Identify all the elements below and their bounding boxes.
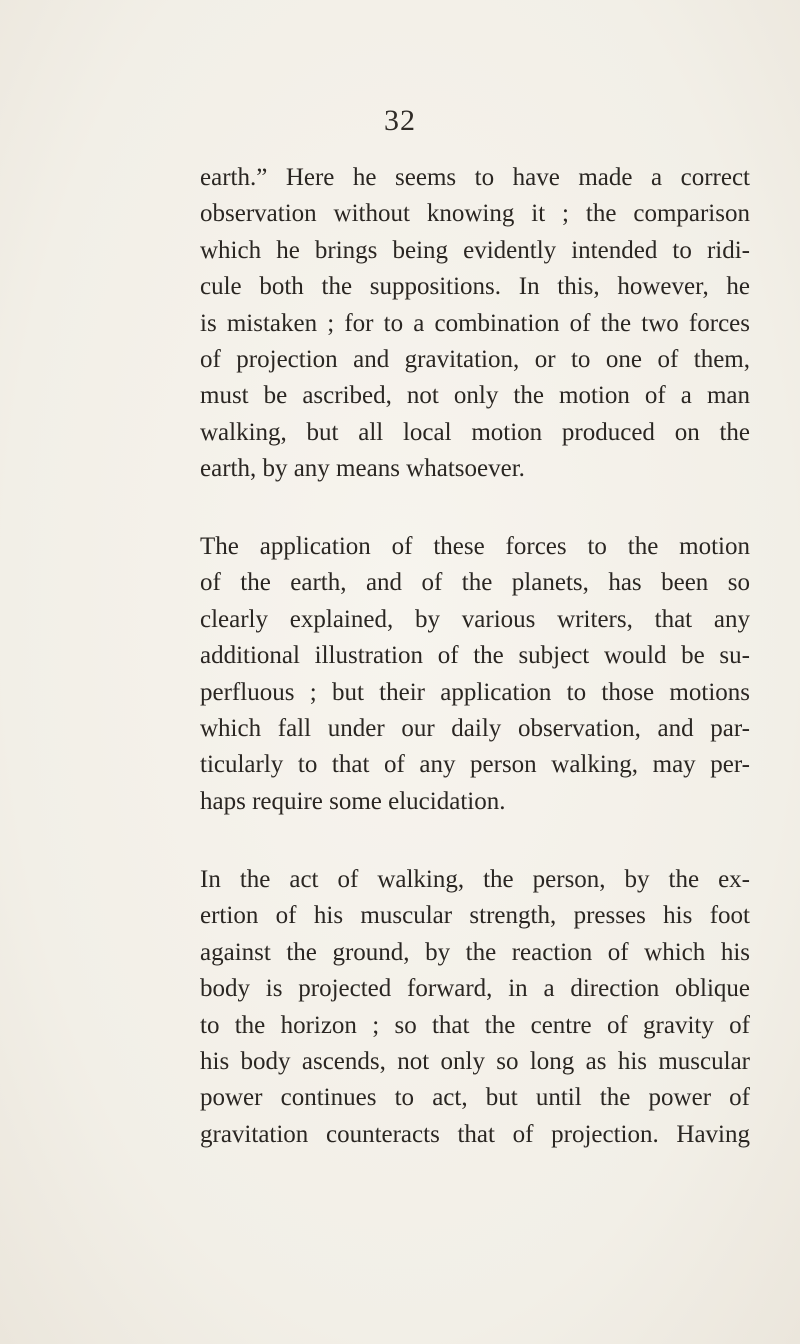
paragraph-2 (200, 529, 750, 820)
text-line: The application of these forces to the motion (200, 533, 750, 560)
text-line: which he brings being evidently intended to ridi- (200, 236, 750, 264)
text-line: haps require some elucidation. (200, 787, 506, 815)
text-line: body is projected forward, in a direction oblique (200, 975, 750, 1003)
text-line: his body ascends, not only so long as his muscular (200, 1048, 750, 1076)
text-line: of projection and gravitation, or to one of them, (200, 346, 750, 374)
text-line: ertion of his muscular strength, presses his foot (200, 902, 750, 930)
text-line: which fall under our daily observation, and par- (200, 715, 750, 743)
paragraph-1 (200, 160, 750, 488)
text-line: In the act of walking, the person, by the ex- (200, 866, 750, 893)
text-line: against the ground, by the reaction of which his (200, 938, 750, 966)
text-line: walking, but all local motion produced on the (200, 418, 750, 446)
text-line: earth, by any means whatsoever. (200, 455, 525, 483)
text-line: must be ascribed, not only the motion of a man (200, 382, 750, 410)
text-line: ticularly to that of any person walking, may per- (200, 751, 750, 779)
text-line: additional illustration of the subject would be su- (200, 642, 750, 670)
text-line: clearly explained, by various writers, that any (200, 605, 750, 633)
text-line: gravitation counteracts that of projection. Having (200, 1120, 750, 1148)
page-number: 32 (384, 104, 416, 137)
paragraph-3 (200, 862, 750, 1153)
text-line: observation without knowing it ; the comparison (200, 200, 750, 228)
text-line: perfluous ; but their application to those motions (200, 678, 750, 706)
text-line: power continues to act, but until the power of (200, 1084, 750, 1112)
text-line: is mistaken ; for to a combination of the two forces (200, 309, 750, 337)
text-line: cule both the suppositions. In this, however, he (200, 273, 750, 301)
text-line: earth.” Here he seems to have made a correct (200, 164, 750, 191)
text-line: of the earth, and of the planets, has been so (200, 569, 750, 597)
text-line: to the horizon ; so that the centre of gravity of (200, 1011, 750, 1039)
